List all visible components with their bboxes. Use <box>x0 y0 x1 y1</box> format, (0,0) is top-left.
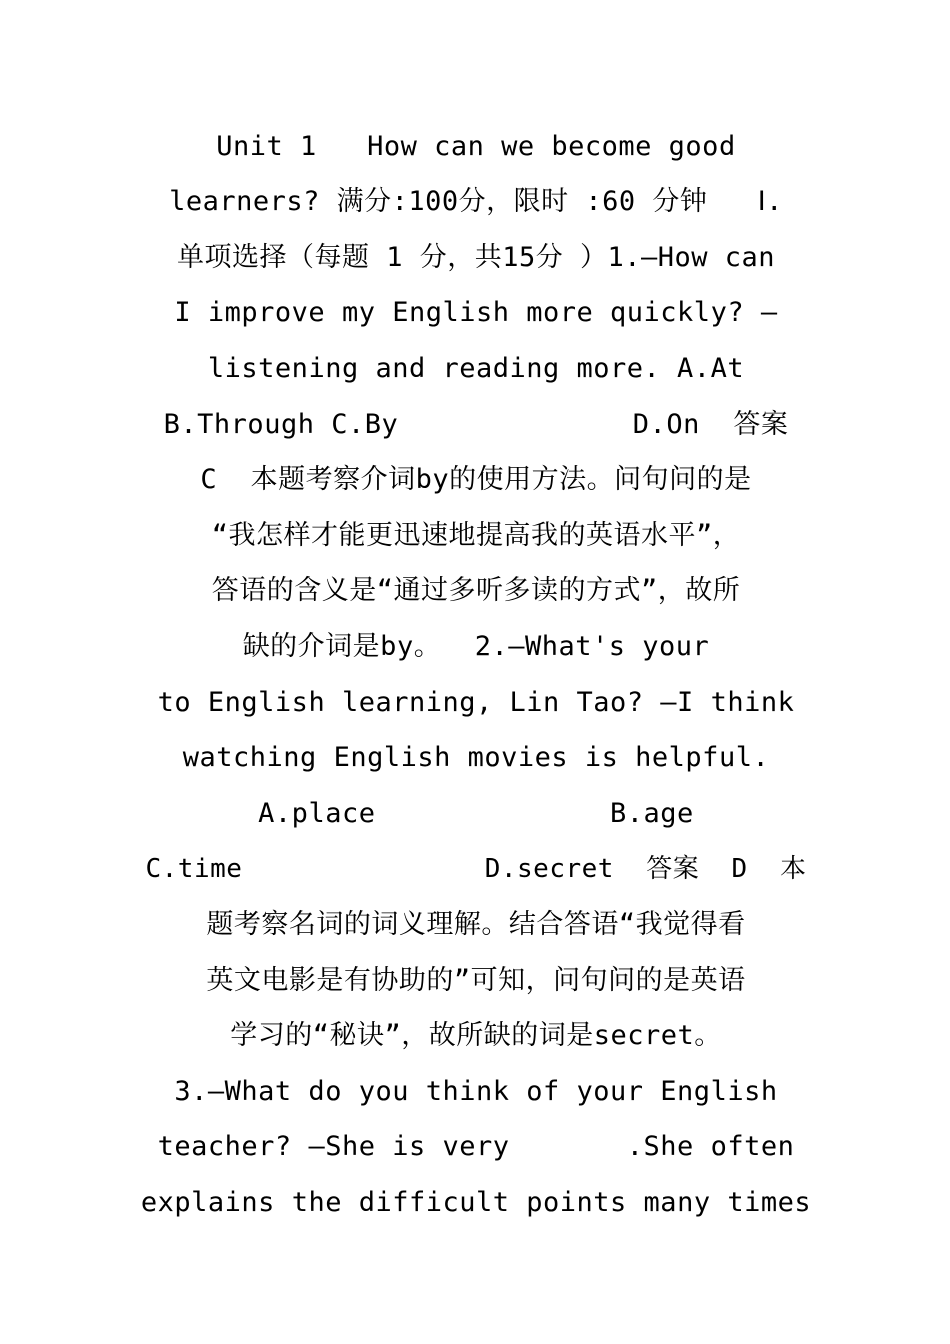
text-line-4: I improve my English more quickly? — <box>174 297 778 328</box>
text-line-14: C.time D.secret 答案 D 本 <box>145 854 807 884</box>
text-line-11: to English learning, Lin Tao? —I think <box>157 687 795 718</box>
text-line-18: 3.—What do you think of your English <box>174 1076 778 1107</box>
text-line-3: 单项选择（每题 1 分，共15分 ）1.—How can <box>176 242 776 273</box>
text-line-5: listening and reading more. A.At <box>207 353 745 384</box>
text-line-17: 学习的“秘诀”，故所缺的词是secret。 <box>230 1020 722 1051</box>
text-line-10: 缺的介词是by。 2.—What's your <box>242 631 710 662</box>
text-line-1: Unit 1 How can we become good <box>216 131 736 162</box>
text-line-16: 英文电影是有协助的”可知，问句问的是英语 <box>206 965 746 996</box>
text-line-19: teacher? —She is very .She often <box>157 1131 795 1162</box>
text-line-15: 题考察名词的词义理解。结合答语“我觉得看 <box>206 909 746 940</box>
text-line-8: “我怎样才能更迅速地提高我的英语水平”， <box>211 520 741 551</box>
text-line-13: A.place B.age <box>258 798 694 829</box>
text-line-2: learners? 满分:100分，限时 :60 分钟 Ⅰ. <box>169 186 783 217</box>
text-line-12: watching English movies is helpful. <box>182 742 770 773</box>
text-line-20: explains the difficult points many times <box>140 1187 812 1218</box>
text-line-9: 答语的含义是“通过多听多读的方式”，故所 <box>211 575 741 606</box>
text-line-6: B.Through C.By D.On 答案 <box>163 409 789 440</box>
text-line-7: C 本题考察介词by的使用方法。问句问的是 <box>200 464 752 495</box>
